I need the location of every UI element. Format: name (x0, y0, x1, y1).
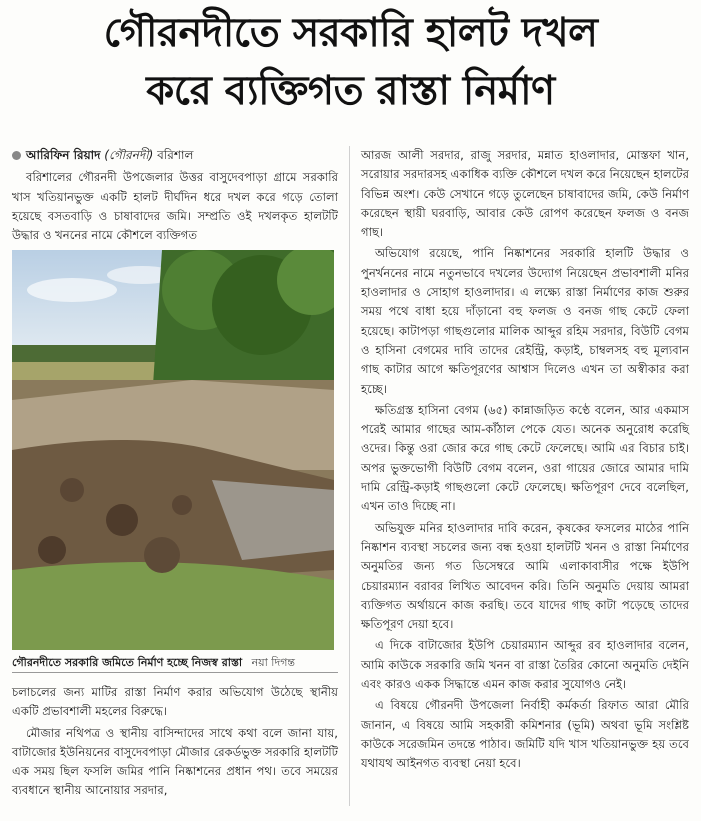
reporter-location: (গৌরনদী) (104, 148, 154, 162)
byline (12, 146, 338, 165)
caption-source: নয়া দিগন্ত (251, 656, 296, 669)
paragraph: এ বিষয়ে গৌরনদী উপজেলা নির্বাহী কর্মকর্তা রিফাত আরা মৌরি জানান, এ বিষয়ে আমি সহকারী কমিশনার (ভূমি) অথবা ভূমি সংশ্লিষ্ট কাউকে সরেজমিন তদন্তে পাঠাব। জমিটি যদি খাস খতিয়ানভুক্ত হয় তবে যথাযথ আইনগত ব্যবস্থা নেয়া হবে। (361, 698, 689, 771)
headline-line-1: গৌরনদীতে সরকারি হালট দখল (103, 10, 598, 56)
paragraph: চলাচলের জন্য মাটির রাস্তা নির্মাণ করার অভিযোগ উঠেছে স্থানীয় একটি প্রভাবশালী মহলের বিরুদ্ধে। (12, 685, 338, 719)
paragraph: মৌজার নথিপত্র ও স্থানীয় বাসিন্দাদের সাথে কথা বলে জানা যায়, বাটাজোর ইউনিয়নের বাসুদেবপাড়া মৌজার রেকর্ডভুক্ত সরকারি হালটটি এক সময় ছিল ফসলি জমির পানি নিষ্কাশনের প্রধান পথ। তবে সময়ের ব্যবধানে স্থানীয় আনোয়ার সরদার, (12, 725, 338, 798)
caption-text: গৌরনদীতে সরকারি জমিতে নির্মাণ হচ্ছে নিজস্ব রাস্তা (12, 656, 243, 669)
right-column (361, 146, 689, 776)
news-photo (12, 250, 334, 650)
headline (0, 4, 701, 120)
left-column-bottom (12, 683, 338, 803)
headline-line-2: করে ব্যক্তিগত রাস্তা নির্মাণ (146, 68, 555, 114)
paragraph: অভিযোগ রয়েছে, পানি নিষ্কাশনের সরকারি হালটি উদ্ধার ও পুনর্খননের নামে নতুনভাবে দখলের উদ্যোগ নিয়েছেন প্রভাবশালী মনির হাওলাদার ও সোহাগ হাওলাদার। এ লক্ষ্যে রাস্তা নির্মাণের কাজ শুরুর সময় পথে বাধা হয়ে দাঁড়ানো বহু ফলজ ও বনজ গাছ কেটে ফেলা হয়েছে। কাটাপড়া গাছগুলোর মালিক আব্দুর রহিম সরদার, বিউটি বেগম ও হাসিনা বেগমের দাবি তাদের রেইন্ট্রি, কড়াই, চাম্বলসহ বহু মূল্যবান গাছ কাটার আগে ক্ষতিপূরণের আশ্বাস দিলেও এখন তা অস্বীকার করা হচ্ছে। (361, 246, 689, 396)
paragraph: বরিশালের গৌরনদী উপজেলার উত্তর বাসুদেবপাড়া গ্রামে সরকারি খাস খতিয়ানভুক্ত একটি হালট দীর্ঘদিন ধরে দখল করে গড়ে তোলা হয়েছে বসতবাড়ি ও চাষাবাদের জমি। সম্প্রতি ওই দখলকৃত হালটটি উদ্ধার ও খননের নামে কৌশলে ব্যক্তিগত (12, 170, 338, 243)
paragraph: অভিযুক্ত মনির হাওলাদার দাবি করেন, কৃষকের ফসলের মাঠের পানি নিষ্কাশন ব্যবস্থা সচলের জন্য বন্ধ হওয়া হালটটি খনন ও রাস্তা নির্মাণের অনুমতির জন্য গত ডিসেম্বরে আমি এলাকাবাসীর পক্ষে ইউপি চেয়ারম্যান বরাবর লিখিত আবেদন করি। তিনি অনুমতি দেয়ায় আমরা ব্যক্তিগত অর্থায়নে কাজ করছি। তবে যাদের গাছ কাটা পড়েছে তাদের ক্ষতিপূরণ দেয়া হবে। (361, 520, 689, 632)
column-divider (349, 146, 350, 806)
bullet-icon (12, 151, 21, 160)
field-road-photo (12, 250, 334, 650)
reporter-district: বরিশাল (157, 148, 194, 162)
paragraph: ক্ষতিগ্রস্ত হাসিনা বেগম (৬৫) কান্নাজড়িত কণ্ঠে বলেন, আর একমাস পরেই আমার গাছের আম-কাঁঠাল পেকে যেত। অনেক অনুরোধ করেছি ওদের। কিন্তু ওরা জোর করে গাছ কেটে ফেলেছে। আমি এর বিচার চাই। অপর ভুক্তভোগী বিউটি বেগম বলেন, ওরা গায়ের জোরে আমার দামি দামি রেন্ট্রি-কড়াই গাছগুলো কেটে ফেলেছে। ক্ষতিপূরণ দেবে বলেছিল, এখন তাও দিচ্ছে না। (361, 402, 689, 514)
left-column-top (12, 146, 338, 247)
photo-caption (12, 654, 338, 673)
paragraph: এ দিকে বাটাজোর ইউপি চেয়ারম্যান আব্দুর রব হাওলাদার বলেন, আমি কাউকে সরকারি জমি খনন বা রাস্তা তৈরির কোনো অনুমতি দেইনি এবং কারও একক সিদ্ধান্তে এমন কাজ করার সুযোগও নেই। (361, 638, 689, 692)
reporter-name: আরিফিন রিয়াদ (26, 148, 101, 162)
paragraph: আরজ আলী সরদার, রাজু সরদার, মন্নাত হাওলাদার, মোস্তফা খান, সরোয়ার সরদারসহ একাধিক ব্যক্তি কৌশলে দখল করে নিয়েছেন হালটের বিভিন্ন অংশ। কেউ সেখানে গড়ে তুলেছেন চাষাবাদের জমি, কেউ নির্মাণ করেছেন স্থায়ী ঘরবাড়ি, আবার কেউ রোপণ করেছেন ফলজ ও বনজ গাছ। (361, 148, 689, 240)
